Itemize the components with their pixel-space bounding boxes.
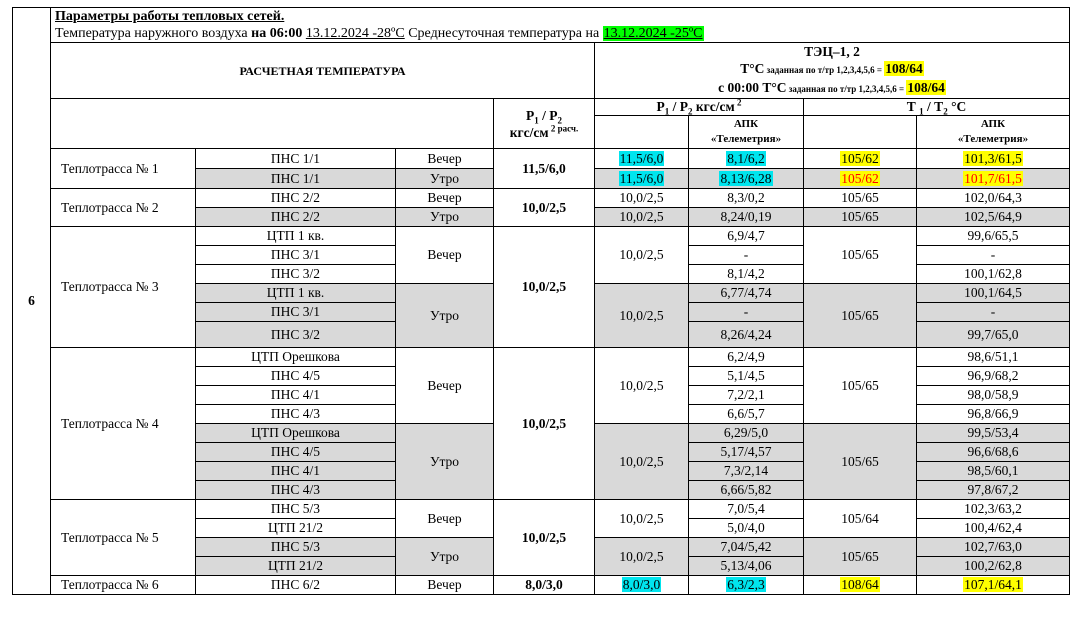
route-name: Теплотрасса № 3 <box>51 227 196 348</box>
station-name: ЦТП Орешкова <box>196 424 396 443</box>
apk-pressure: 7,2/2,1 <box>689 386 804 405</box>
shift: Утро <box>396 538 494 576</box>
table-row <box>13 189 1070 208</box>
apk-pressure: 8,3/0,2 <box>689 189 804 208</box>
table-row <box>13 149 1070 169</box>
header-block <box>51 8 1070 43</box>
station-name: ЦТП Орешкова <box>196 348 396 367</box>
apk-pressure: 7,04/5,42 <box>689 538 804 557</box>
temperature-value: 105/65 <box>804 284 917 348</box>
pressure-value: 10,0/2,5 <box>595 500 689 538</box>
apk-temperature: 97,8/67,2 <box>917 481 1070 500</box>
station-name: ЦТП 1 кв. <box>196 284 396 303</box>
temperature-value: 105/65 <box>804 227 917 284</box>
shift: Утро <box>396 284 494 348</box>
station-name: ПНС 1/1 <box>196 149 396 169</box>
station-name: ПНС 3/1 <box>196 246 396 265</box>
apk-temperature: 101,7/61,5 <box>964 170 1022 186</box>
apk-pressure: 5,0/4,0 <box>689 519 804 538</box>
table-row <box>13 348 1070 367</box>
pressure-value: 10,0/2,5 <box>595 227 689 284</box>
apk-pressure: 7,0/5,4 <box>689 500 804 519</box>
pressure-value: 10,0/2,5 <box>595 208 689 227</box>
apk-temperature: 100,2/62,8 <box>917 557 1070 576</box>
shift: Утро <box>396 208 494 227</box>
temperature-value: 105/65 <box>804 189 917 208</box>
apk-pressure: 6,29/5,0 <box>689 424 804 443</box>
station-name: ПНС 4/1 <box>196 462 396 481</box>
design-pressure: 10,0/2,5 <box>494 348 595 500</box>
apk-temperature: 98,0/58,9 <box>917 386 1070 405</box>
design-pressure: 11,5/6,0 <box>494 149 595 189</box>
pressure-value: 11,5/6,0 <box>619 170 664 186</box>
apk-temperature: 99,7/65,0 <box>917 322 1070 348</box>
shift: Утро <box>396 169 494 189</box>
apk-temperature: 102,0/64,3 <box>917 189 1070 208</box>
temperature-value: 108/64 <box>841 577 879 592</box>
apk-temperature: 101,3/61,5 <box>964 150 1022 166</box>
temperature-value: 105/65 <box>804 538 917 576</box>
route-name: Теплотрасса № 6 <box>51 576 196 595</box>
apk-temperature: 96,8/66,9 <box>917 405 1070 424</box>
apk-pressure: - <box>689 246 804 265</box>
actual-temperature-header: Т $_1 / Т_2$ °С <box>804 99 1070 116</box>
row-number: 6 <box>13 8 51 595</box>
tec-set-temperature: Т°С заданная по т/тр 1,2,3,4,5,6 = 108/64 <box>740 61 923 76</box>
route-name: Теплотрасса № 4 <box>51 348 196 500</box>
shift: Вечер <box>396 227 494 284</box>
station-name: ПНС 4/5 <box>196 443 396 462</box>
pressure-value: 10,0/2,5 <box>595 284 689 348</box>
air-temperature-line: Температура наружного воздуха на 06:00 13.12.2024 -28ºС Среднесуточная температура на 13.12.2024 -25ºС <box>55 26 703 41</box>
tec-midnight-temperature: с 00:00 Т°С заданная по т/тр 1,2,3,4,5,6 = 108/64 <box>718 80 945 95</box>
apk-pressure: 6,2/4,9 <box>689 348 804 367</box>
apk-pressure: 6,9/4,7 <box>689 227 804 246</box>
apk-temperature: 98,6/51,1 <box>917 348 1070 367</box>
route-name: Теплотрасса № 5 <box>51 500 196 576</box>
apk-temperature: 102,3/63,2 <box>917 500 1070 519</box>
table-row <box>13 227 1070 246</box>
temperature-value: 105/65 <box>804 348 917 424</box>
apk-temperature: 100,4/62,4 <box>917 519 1070 538</box>
table-row <box>13 576 1070 595</box>
apk-temperature: 107,1/64,1 <box>964 577 1022 592</box>
apk-pressure: 8,1/4,2 <box>689 265 804 284</box>
temperature-value: 105/62 <box>841 170 879 186</box>
heat-network-table <box>12 7 1070 595</box>
apk-pressure: 6,3/2,3 <box>727 577 765 592</box>
route-name: Теплотрасса № 2 <box>51 189 196 227</box>
station-name: ПНС 5/3 <box>196 538 396 557</box>
apk-pressure: 7,3/2,14 <box>689 462 804 481</box>
actual-pressure-header: $Р_1 / Р_2$ кгс/см $^2$ <box>595 99 804 116</box>
apk-pressure: 8,24/0,19 <box>689 208 804 227</box>
apk-telemetry-pressure-header: АПК «Телеметрия» <box>689 116 804 149</box>
apk-pressure: 8,26/4,24 <box>689 322 804 348</box>
station-name: ЦТП 1 кв. <box>196 227 396 246</box>
apk-temperature: 96,9/68,2 <box>917 367 1070 386</box>
apk-pressure: 5,13/4,06 <box>689 557 804 576</box>
apk-temperature: - <box>917 303 1070 322</box>
pressure-value: 8,0/3,0 <box>622 577 661 592</box>
apk-pressure: 6,77/4,74 <box>689 284 804 303</box>
station-name: ПНС 3/1 <box>196 303 396 322</box>
pressure-value: 10,0/2,5 <box>595 424 689 500</box>
pressure-value: 11,5/6,0 <box>619 150 664 166</box>
apk-pressure: 5,17/4,57 <box>689 443 804 462</box>
station-name: ПНС 3/2 <box>196 265 396 284</box>
apk-temperature: 102,5/64,9 <box>917 208 1070 227</box>
design-pressure-header: $Р_1 / Р_2$ кгс/см $^{2 расч.}$ <box>494 99 595 149</box>
apk-temperature: 99,6/65,5 <box>917 227 1070 246</box>
shift: Вечер <box>396 189 494 208</box>
station-name: ПНС 2/2 <box>196 208 396 227</box>
station-name: ПНС 4/1 <box>196 386 396 405</box>
station-name: ПНС 5/3 <box>196 500 396 519</box>
apk-temperature: 99,5/53,4 <box>917 424 1070 443</box>
tec-title: ТЭЦ–1, 2 <box>804 44 860 59</box>
design-pressure: 10,0/2,5 <box>494 227 595 348</box>
table-row <box>13 500 1070 519</box>
station-name: ПНС 1/1 <box>196 169 396 189</box>
apk-temperature: 100,1/62,8 <box>917 265 1070 284</box>
station-name: ПНС 2/2 <box>196 189 396 208</box>
tec-header <box>595 43 1070 99</box>
design-pressure: 10,0/2,5 <box>494 500 595 576</box>
apk-temperature: - <box>917 246 1070 265</box>
temperature-value: 105/65 <box>804 424 917 500</box>
apk-pressure: - <box>689 303 804 322</box>
shift: Вечер <box>396 149 494 169</box>
apk-temperature: 102,7/63,0 <box>917 538 1070 557</box>
apk-pressure: 5,1/4,5 <box>689 367 804 386</box>
station-name: ЦТП 21/2 <box>196 557 396 576</box>
shift: Утро <box>396 424 494 500</box>
temperature-value: 105/64 <box>804 500 917 538</box>
apk-temperature: 100,1/64,5 <box>917 284 1070 303</box>
apk-pressure: 6,6/5,7 <box>689 405 804 424</box>
temperature-value: 105/65 <box>804 208 917 227</box>
apk-pressure: 8,13/6,28 <box>720 170 772 186</box>
design-temperature-label: РАСЧЕТНАЯ ТЕМПЕРАТУРА <box>51 43 595 99</box>
apk-temperature: 98,5/60,1 <box>917 462 1070 481</box>
station-name: ЦТП 21/2 <box>196 519 396 538</box>
average-temperature: 13.12.2024 -25ºС <box>603 26 703 41</box>
station-name: ПНС 6/2 <box>196 576 396 595</box>
shift: Вечер <box>396 500 494 538</box>
shift: Вечер <box>396 348 494 424</box>
route-name: Теплотрасса № 1 <box>51 149 196 189</box>
station-name: ПНС 4/3 <box>196 481 396 500</box>
pressure-value: 10,0/2,5 <box>595 189 689 208</box>
pressure-value: 10,0/2,5 <box>595 538 689 576</box>
design-pressure: 10,0/2,5 <box>494 189 595 227</box>
design-pressure: 8,0/3,0 <box>494 576 595 595</box>
shift: Вечер <box>396 576 494 595</box>
apk-temperature: 96,6/68,6 <box>917 443 1070 462</box>
page-title: Параметры работы тепловых сетей. <box>55 9 285 24</box>
apk-pressure: 6,66/5,82 <box>689 481 804 500</box>
pressure-value: 10,0/2,5 <box>595 348 689 424</box>
station-name: ПНС 4/3 <box>196 405 396 424</box>
station-name: ПНС 3/2 <box>196 322 396 348</box>
station-name: ПНС 4/5 <box>196 367 396 386</box>
apk-pressure: 8,1/6,2 <box>727 150 765 166</box>
apk-telemetry-temperature-header: АПК «Телеметрия» <box>917 116 1070 149</box>
temperature-value: 105/62 <box>841 150 879 166</box>
